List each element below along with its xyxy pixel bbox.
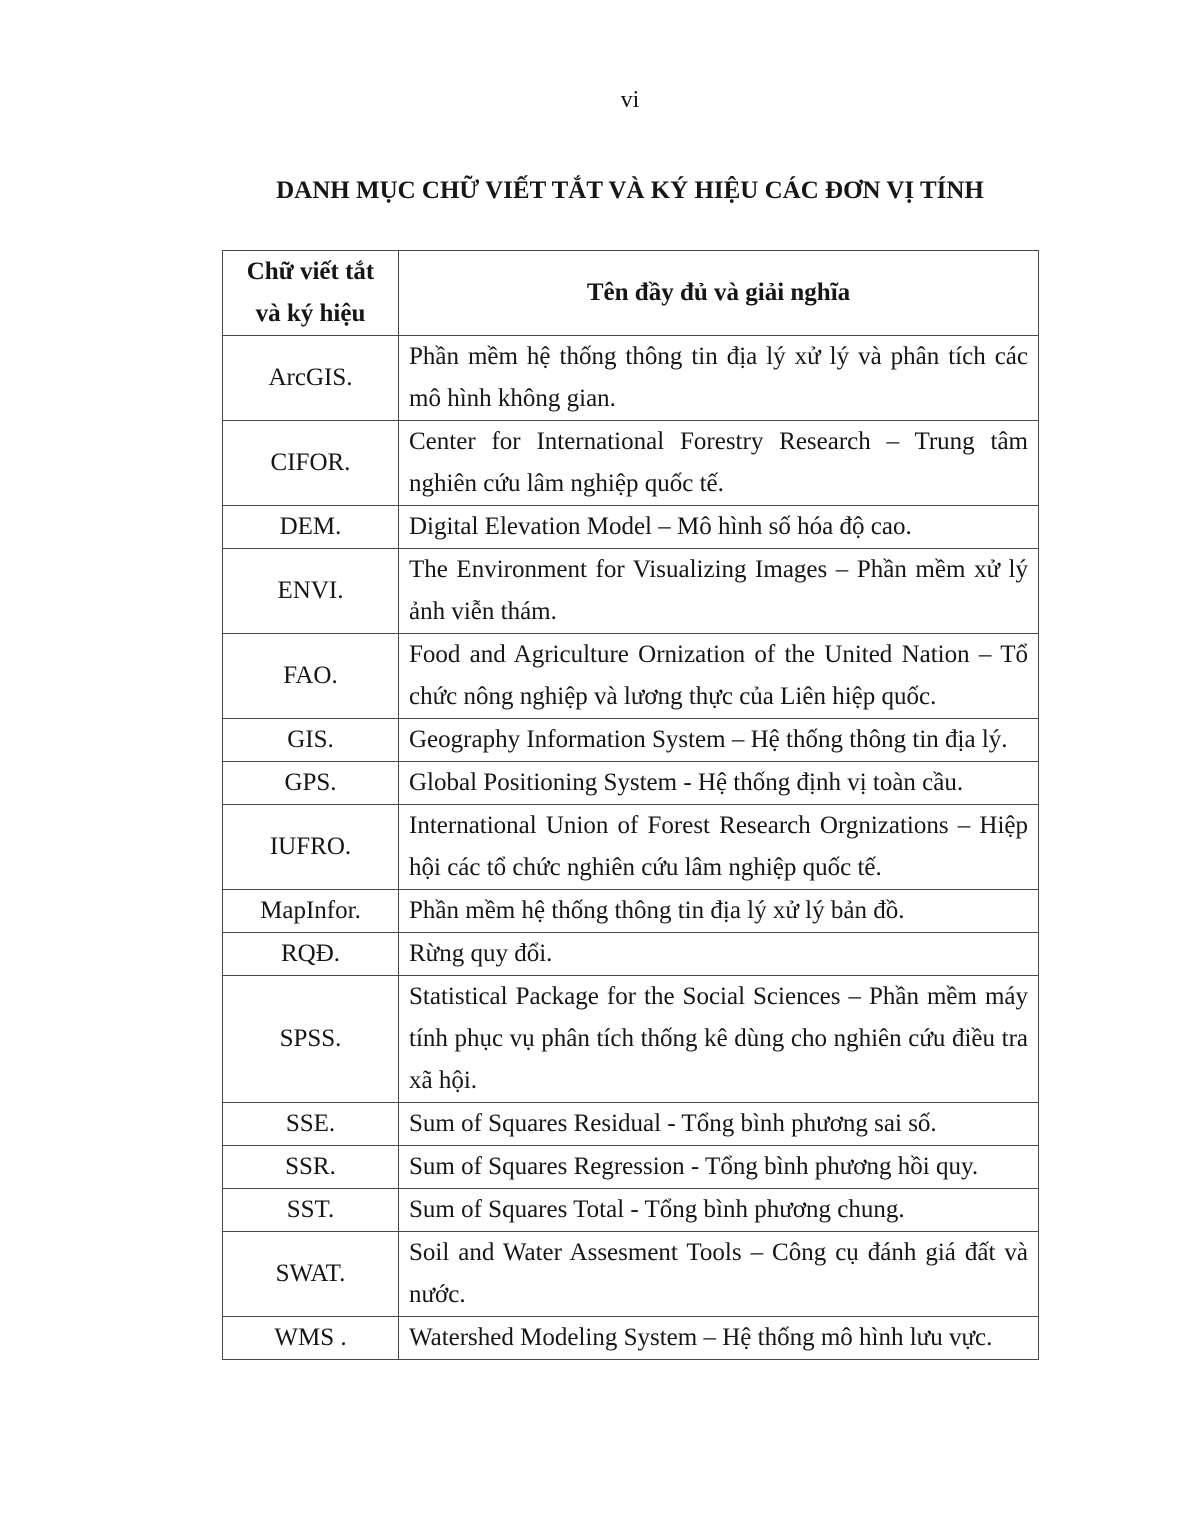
abbr-column-header-line2: và ký hiệu — [255, 300, 366, 327]
abbr-cell: GIS. — [223, 719, 399, 762]
desc-cell: International Union of Forest Research Orgnizations – Hiệp hội các tổ chức nghiên cứu lâm nghiệp quốc tế. — [399, 805, 1039, 890]
abbr-cell: MapInfor. — [223, 890, 399, 933]
abbr-cell: ArcGIS. — [223, 336, 399, 421]
desc-cell: Soil and Water Assesment Tools – Công cụ đánh giá đất và nước. — [399, 1232, 1039, 1317]
desc-cell: Watershed Modeling System – Hệ thống mô hình lưu vực. — [399, 1317, 1039, 1360]
abbr-cell: SST. — [223, 1189, 399, 1232]
desc-cell: Rừng quy đổi. — [399, 933, 1039, 976]
abbr-cell: RQĐ. — [223, 933, 399, 976]
table-row — [223, 890, 1039, 933]
desc-cell: Food and Agriculture Ornization of the United Nation – Tổ chức nông nghiệp và lương thực của Liên hiệp quốc. — [399, 634, 1039, 719]
description-column-header: Tên đầy đủ và giải nghĩa — [399, 251, 1039, 336]
desc-cell: Digital Elevation Model – Mô hình số hóa độ cao. — [399, 506, 1039, 549]
table-row — [223, 421, 1039, 506]
abbr-column-header — [223, 251, 399, 336]
page-content — [222, 0, 1038, 1360]
abbr-column-header-line1: Chữ viết tắt — [246, 258, 375, 285]
table-row — [223, 1317, 1039, 1360]
abbr-cell: ENVI. — [223, 549, 399, 634]
table-row — [223, 336, 1039, 421]
desc-cell: Center for International Forestry Research – Trung tâm nghiên cứu lâm nghiệp quốc tế. — [399, 421, 1039, 506]
desc-cell: Statistical Package for the Social Sciences – Phần mềm máy tính phục vụ phân tích thống kê dùng cho nghiên cứu điều tra xã hội. — [399, 976, 1039, 1103]
abbr-cell: GPS. — [223, 762, 399, 805]
desc-cell: Global Positioning System - Hệ thống định vị toàn cầu. — [399, 762, 1039, 805]
page-number: vi — [620, 87, 640, 113]
abbr-cell: CIFOR. — [223, 421, 399, 506]
desc-cell: Sum of Squares Residual - Tổng bình phương sai số. — [399, 1103, 1039, 1146]
page-title: DANH MỤC CHỮ VIẾT TẮT VÀ KÝ HIỆU CÁC ĐƠN VỊ TÍNH — [276, 177, 984, 204]
abbr-cell: FAO. — [223, 634, 399, 719]
desc-cell: Phần mềm hệ thống thông tin địa lý xử lý bản đồ. — [399, 890, 1039, 933]
abbr-cell: SSR. — [223, 1146, 399, 1189]
table-row — [223, 1232, 1039, 1317]
table-row — [223, 1146, 1039, 1189]
abbr-cell: SSE. — [223, 1103, 399, 1146]
table-row — [223, 549, 1039, 634]
desc-cell: Geography Information System – Hệ thống thông tin địa lý. — [399, 719, 1039, 762]
table-row — [223, 506, 1039, 549]
table-row — [223, 1103, 1039, 1146]
desc-cell: Sum of Squares Regression - Tổng bình phương hồi quy. — [399, 1146, 1039, 1189]
table-row — [223, 805, 1039, 890]
abbr-cell: IUFRO. — [223, 805, 399, 890]
table-row — [223, 1189, 1039, 1232]
desc-cell: Sum of Squares Total - Tổng bình phương chung. — [399, 1189, 1039, 1232]
table-row — [223, 634, 1039, 719]
abbr-cell: SPSS. — [223, 976, 399, 1103]
abbreviations-table — [222, 250, 1039, 1360]
desc-cell: The Environment for Visualizing Images – Phần mềm xử lý ảnh viễn thám. — [399, 549, 1039, 634]
table-row — [223, 762, 1039, 805]
table-row — [223, 719, 1039, 762]
desc-cell: Phần mềm hệ thống thông tin địa lý xử lý và phân tích các mô hình không gian. — [399, 336, 1039, 421]
table-row — [223, 933, 1039, 976]
abbr-cell: DEM. — [223, 506, 399, 549]
abbr-cell: WMS . — [223, 1317, 399, 1360]
table-row — [223, 976, 1039, 1103]
table-header-row — [223, 251, 1039, 336]
abbr-cell: SWAT. — [223, 1232, 399, 1317]
